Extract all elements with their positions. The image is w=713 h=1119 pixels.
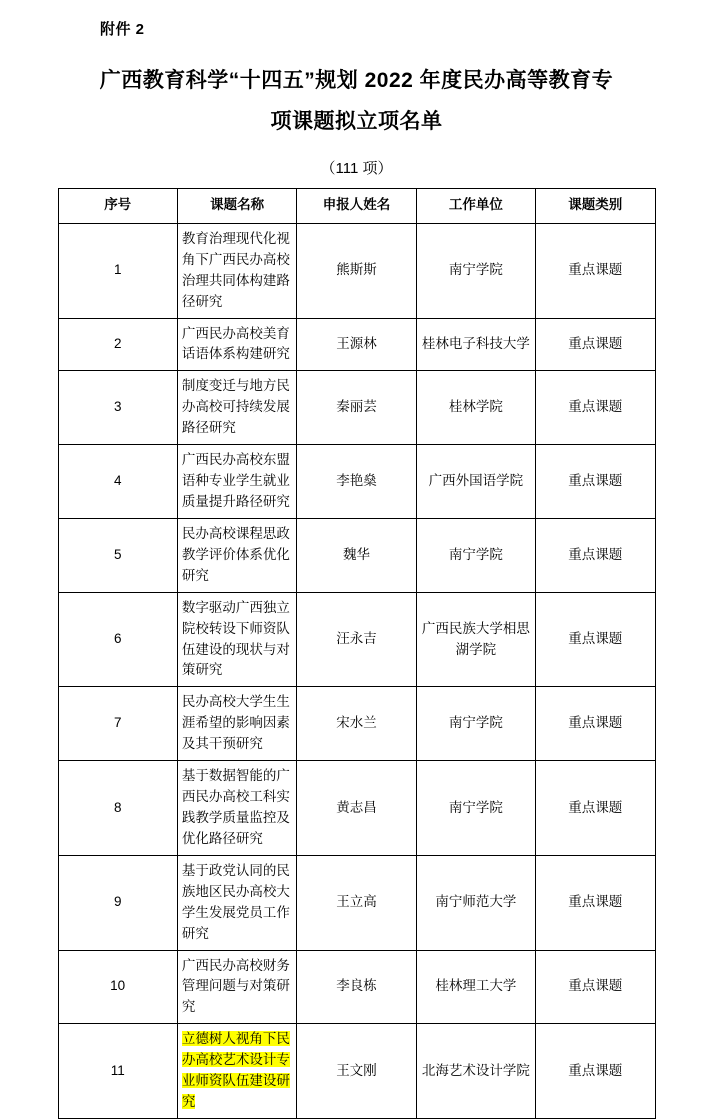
cell-index: 4: [58, 445, 177, 519]
cell-index: 9: [58, 855, 177, 950]
cell-person: 李艳燊: [297, 445, 416, 519]
column-header-title: 课题名称: [177, 188, 296, 223]
cell-type: 重点课题: [536, 223, 655, 318]
cell-type: 重点课题: [536, 445, 655, 519]
cell-org: 广西外国语学院: [416, 445, 535, 519]
cell-org: 南宁学院: [416, 223, 535, 318]
cell-index: 11: [58, 1024, 177, 1119]
page-title: [62, 61, 651, 143]
table-row: [58, 761, 655, 856]
cell-title: 民办高校课程思政教学评价体系优化研究: [177, 518, 296, 592]
cell-title: 数字驱动广西独立院校转设下师资队伍建设的现状与对策研究: [177, 592, 296, 687]
cell-person: 李良栋: [297, 950, 416, 1024]
cell-title: 广西民办高校东盟语种专业学生就业质量提升路径研究: [177, 445, 296, 519]
cell-index: 2: [58, 318, 177, 371]
cell-index: 3: [58, 371, 177, 445]
cell-org: 桂林电子科技大学: [416, 318, 535, 371]
table-row: [58, 223, 655, 318]
attachment-label: 附件 2: [100, 21, 145, 38]
cell-index: 10: [58, 950, 177, 1024]
table-row: [58, 518, 655, 592]
cell-org: 桂林理工大学: [416, 950, 535, 1024]
cell-type: 重点课题: [536, 950, 655, 1024]
cell-org: 广西民族大学相思湖学院: [416, 592, 535, 687]
table-row: [58, 318, 655, 371]
cell-person: 魏华: [297, 518, 416, 592]
table-body: [58, 223, 655, 1118]
table-row: [58, 1024, 655, 1119]
cell-type: 重点课题: [536, 761, 655, 856]
page-subtitle: （111 项）: [320, 159, 393, 177]
cell-type: 重点课题: [536, 855, 655, 950]
cell-person: 黄志昌: [297, 761, 416, 856]
cell-type: 重点课题: [536, 687, 655, 761]
column-header-index: 序号: [58, 188, 177, 223]
cell-person: 王文刚: [297, 1024, 416, 1119]
cell-person: 秦丽芸: [297, 371, 416, 445]
project-list-table: [58, 188, 656, 1119]
cell-title: 基于政党认同的民族地区民办高校大学生发展党员工作研究: [177, 855, 296, 950]
cell-title: 基于数据智能的广西民办高校工科实践教学质量监控及优化路径研究: [177, 761, 296, 856]
cell-index: 7: [58, 687, 177, 761]
cell-person: 宋水兰: [297, 687, 416, 761]
cell-person: 王源林: [297, 318, 416, 371]
cell-type: 重点课题: [536, 318, 655, 371]
page-title-line-1: 广西教育科学“十四五”规划 2022 年度民办高等教育专: [99, 69, 614, 92]
cell-type: 重点课题: [536, 518, 655, 592]
cell-type: 重点课题: [536, 592, 655, 687]
cell-org: 北海艺术设计学院: [416, 1024, 535, 1119]
cell-org: 南宁学院: [416, 518, 535, 592]
table-row: [58, 592, 655, 687]
cell-title: 教育治理现代化视角下广西民办高校治理共同体构建路径研究: [177, 223, 296, 318]
cell-person: 熊斯斯: [297, 223, 416, 318]
cell-type: 重点课题: [536, 371, 655, 445]
cell-org: 南宁学院: [416, 687, 535, 761]
table-row: [58, 950, 655, 1024]
table-row: [58, 371, 655, 445]
table-row: [58, 687, 655, 761]
cell-org: 南宁学院: [416, 761, 535, 856]
table-header-row: [58, 188, 655, 223]
cell-title: 制度变迁与地方民办高校可持续发展路径研究: [177, 371, 296, 445]
cell-index: 5: [58, 518, 177, 592]
cell-title: 民办高校大学生生涯希望的影响因素及其干预研究: [177, 687, 296, 761]
cell-title: 广西民办高校财务管理问题与对策研究: [177, 950, 296, 1024]
cell-title: 广西民办高校美育话语体系构建研究: [177, 318, 296, 371]
highlighted-text: 立德树人视角下民办高校艺术设计专业师资队伍建设研究: [181, 1031, 290, 1110]
table-row: [58, 445, 655, 519]
table-header: [58, 188, 655, 223]
column-header-type: 课题类别: [536, 188, 655, 223]
cell-org: 桂林学院: [416, 371, 535, 445]
cell-index: 6: [58, 592, 177, 687]
page-title-line-2: 项课题拟立项名单: [270, 109, 443, 133]
column-header-person: 申报人姓名: [297, 188, 416, 223]
cell-title: [177, 1024, 296, 1119]
cell-index: 8: [58, 761, 177, 856]
cell-org: 南宁师范大学: [416, 855, 535, 950]
cell-index: 1: [58, 223, 177, 318]
column-header-org: 工作单位: [416, 188, 535, 223]
cell-person: 王立高: [297, 855, 416, 950]
cell-person: 汪永吉: [297, 592, 416, 687]
cell-type: 重点课题: [536, 1024, 655, 1119]
table-row: [58, 855, 655, 950]
